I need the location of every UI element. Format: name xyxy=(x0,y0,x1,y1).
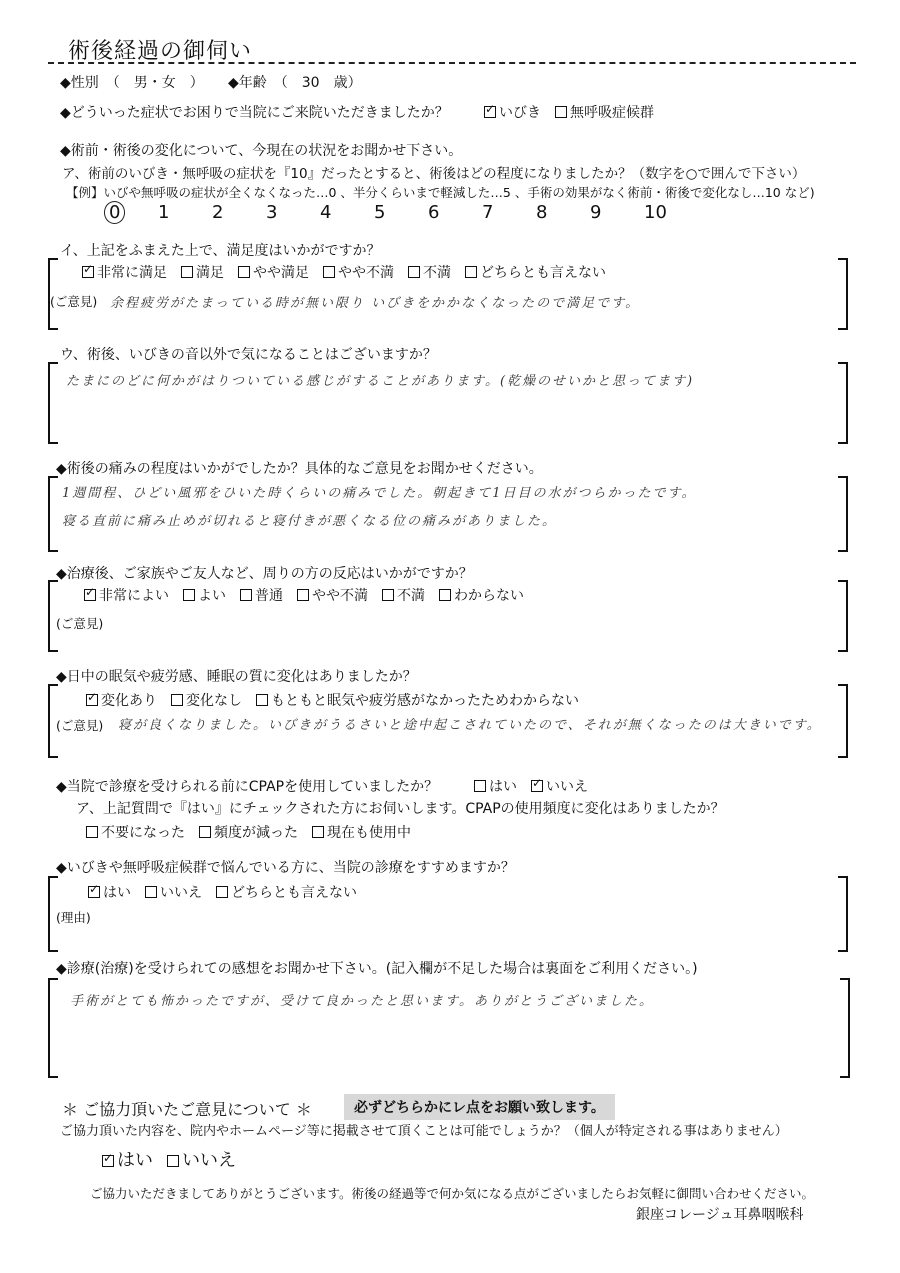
checkbox-label: わからない xyxy=(454,588,524,604)
scale-number[interactable]: 2 xyxy=(212,202,224,223)
checked-checkbox-icon[interactable] xyxy=(531,780,543,792)
q7-comment[interactable]: 寝が良くなりました。いびきがうるさいと途中起こされていたので、それが無くなったのは大きいです。 xyxy=(118,718,822,733)
age-field[interactable]: ◆年齢 （ 30 歳） xyxy=(228,75,362,91)
checkbox-option[interactable] xyxy=(86,690,157,710)
checkbox-icon[interactable] xyxy=(240,589,252,601)
q8-sub-options xyxy=(86,822,425,842)
bracket-right xyxy=(838,580,848,652)
checked-checkbox-icon[interactable] xyxy=(88,886,100,898)
checkbox-label: はい xyxy=(117,1150,153,1171)
q5-answer-line1[interactable]: 1週間程、ひどい風邪をひいた時くらいの痛みでした。朝起きて1日目の水がつらかったです。 xyxy=(62,486,697,501)
clinic-name: 銀座コレージュ耳鼻咽喉科 xyxy=(636,1207,804,1223)
checkbox-option[interactable] xyxy=(199,822,298,842)
checkbox-label: 無呼吸症候群 xyxy=(570,105,654,121)
bracket-right xyxy=(838,258,848,330)
scale-number[interactable]: 8 xyxy=(536,202,548,223)
checkbox-icon[interactable] xyxy=(86,826,98,838)
checkbox-option[interactable] xyxy=(183,585,226,605)
q7-options xyxy=(86,690,593,710)
q5-text: ◆術後の痛みの程度はいかがでしたか？具体的なご意見をお聞かせください。 xyxy=(56,461,543,477)
checkbox-option[interactable] xyxy=(312,822,411,842)
checkbox-label: はい xyxy=(103,885,131,901)
checkbox-option[interactable] xyxy=(171,690,242,710)
checkbox-option[interactable] xyxy=(238,262,309,282)
q3-options xyxy=(82,262,620,282)
checkbox-label: どちらとも言えない xyxy=(231,885,357,901)
bracket-right xyxy=(838,476,848,552)
checkbox-option[interactable] xyxy=(88,882,131,902)
title-divider xyxy=(48,62,856,64)
checkbox-option[interactable] xyxy=(531,776,588,796)
q8-options xyxy=(474,776,602,796)
scale-number[interactable]: 0 xyxy=(104,201,158,224)
checkbox-option[interactable] xyxy=(145,882,202,902)
checkbox-option[interactable] xyxy=(167,1146,236,1172)
q3-text: イ、上記をふまえた上で、満足度はいかがですか？ xyxy=(60,243,381,259)
checkbox-label: やや満足 xyxy=(253,265,309,281)
checkbox-label: 不要になった xyxy=(101,825,185,841)
bracket-left xyxy=(48,476,58,552)
checkbox-label: 普通 xyxy=(255,588,283,604)
bracket-right xyxy=(838,362,848,444)
q1-options xyxy=(484,102,668,122)
checkbox-icon[interactable] xyxy=(199,826,211,838)
checkbox-label: 変化あり xyxy=(101,693,157,709)
footer-notice: 必ずどちらかにレ点をお願い致します。 xyxy=(344,1094,615,1120)
q2-text: ◆術前・術後の変化について、今現在の状況をお聞かせ下さい。 xyxy=(60,143,463,159)
checkbox-option[interactable] xyxy=(474,776,517,796)
q4-answer[interactable]: たまにのどに何かがはりついている感じがすることがあります。(乾燥のせいかと思ってます) xyxy=(66,374,695,389)
checkbox-option[interactable] xyxy=(484,102,541,122)
scale-number[interactable]: 9 xyxy=(590,202,602,223)
checkbox-option[interactable] xyxy=(216,882,357,902)
bracket-left xyxy=(48,362,58,444)
q10-answer[interactable]: 手術がとても怖かったですが、受けて良かったと思います。ありがとうございました。 xyxy=(70,994,654,1009)
checkbox-icon[interactable] xyxy=(555,106,567,118)
checkbox-icon[interactable] xyxy=(408,266,420,278)
q6-options xyxy=(84,585,538,605)
checked-checkbox-icon[interactable] xyxy=(86,694,98,706)
q3-comment[interactable]: 余程疲労がたまっている時が無い限り いびきをかかなくなったので満足です。 xyxy=(110,296,641,311)
checkbox-icon[interactable] xyxy=(171,694,183,706)
q10-text: ◆診療(治療)を受けられての感想をお聞かせ下さい。(記入欄が不足した場合は裏面をご利用ください。) xyxy=(56,961,698,977)
q4-text: ウ、術後、いびきの音以外で気になることはございますか？ xyxy=(60,347,437,363)
q9-text: ◆いびきや無呼吸症候群で悩んでいる方に、当院の診療をすすめますか？ xyxy=(56,860,515,876)
checkbox-label: 変化なし xyxy=(186,693,242,709)
checkbox-icon[interactable] xyxy=(297,589,309,601)
bracket-right xyxy=(840,978,850,1078)
checkbox-option[interactable] xyxy=(102,1146,153,1172)
checkbox-icon[interactable] xyxy=(238,266,250,278)
checkbox-label: いいえ xyxy=(182,1150,236,1171)
q8-sub-a: ア、上記質問で『はい』にチェックされた方にお伺いします。CPAPの使用頻度に変化はありましたか？ xyxy=(76,801,725,817)
checkbox-label: 頻度が減った xyxy=(214,825,298,841)
checkbox-icon[interactable] xyxy=(183,589,195,601)
checkbox-option[interactable] xyxy=(382,585,425,605)
scale-number[interactable]: 10 xyxy=(644,202,667,223)
footer-heading: ＊ ご協力頂いたご意見について ＊ xyxy=(62,1100,312,1119)
scale-number[interactable]: 6 xyxy=(428,202,440,223)
checkbox-icon[interactable] xyxy=(439,589,451,601)
bracket-left xyxy=(48,978,58,1078)
checkbox-icon[interactable] xyxy=(181,266,193,278)
checkbox-icon[interactable] xyxy=(145,886,157,898)
q6-text: ◆治療後、ご家族やご友人など、周りの方の反応はいかがですか？ xyxy=(56,566,473,582)
checkbox-label: いいえ xyxy=(160,885,202,901)
page-title: 術後経過の御伺い xyxy=(68,39,253,64)
checkbox-label: やや不満 xyxy=(338,265,394,281)
q2-sub-a: ア、術前のいびき・無呼吸の症状を『10』だったとすると、術後はどの程度になりましたか？（数字を○で囲んで下さい） xyxy=(62,166,806,182)
q8-text: ◆当院で診療を受けられる前にCPAPを使用していましたか？ xyxy=(56,779,439,795)
checkbox-option[interactable] xyxy=(181,262,224,282)
checkbox-option[interactable] xyxy=(86,822,185,842)
checked-checkbox-icon[interactable] xyxy=(84,589,96,601)
checkbox-label: はい xyxy=(489,779,517,795)
q9-options xyxy=(88,882,371,902)
bracket-right xyxy=(838,684,848,758)
checkbox-option[interactable] xyxy=(323,262,394,282)
scale-number[interactable]: 4 xyxy=(320,202,332,223)
checkbox-icon[interactable] xyxy=(216,886,228,898)
q2-scale[interactable] xyxy=(104,201,698,224)
checked-checkbox-icon[interactable] xyxy=(82,266,94,278)
checkbox-label: よい xyxy=(198,588,226,604)
checkbox-label: 現在も使用中 xyxy=(327,825,411,841)
bracket-right xyxy=(838,876,848,952)
checkbox-icon[interactable] xyxy=(256,694,268,706)
checkbox-label: やや不満 xyxy=(312,588,368,604)
footer-thanks: ご協力いただきましてありがとうございます。術後の経過等で何か気になる点がございましたらお気軽に御問い合わせください。 xyxy=(90,1186,815,1201)
checkbox-option[interactable] xyxy=(297,585,368,605)
q9-reason-label: (理由) xyxy=(56,910,91,925)
checkbox-option[interactable] xyxy=(240,585,283,605)
checkbox-icon[interactable] xyxy=(312,826,324,838)
checkbox-label: いびき xyxy=(499,105,541,121)
checkbox-label: 不満 xyxy=(423,265,451,281)
checkbox-option[interactable] xyxy=(256,690,579,710)
gender-field[interactable]: ◆性別 （ 男・女 ） xyxy=(60,75,204,91)
checkbox-label: いいえ xyxy=(546,779,588,795)
checkbox-option[interactable] xyxy=(82,262,167,282)
q3-comment-label: (ご意見) xyxy=(50,294,98,309)
checked-checkbox-icon[interactable] xyxy=(484,106,496,118)
footer-options xyxy=(102,1146,250,1172)
checkbox-label: 満足 xyxy=(196,265,224,281)
checkbox-option[interactable] xyxy=(555,102,654,122)
q1-text: ◆どういった症状でお困りで当院にご来院いただきましたか？ xyxy=(60,105,449,121)
checkbox-option[interactable] xyxy=(84,585,169,605)
q5-answer-line2[interactable]: 寝る直前に痛み止めが切れると寝付きが悪くなる位の痛みがありました。 xyxy=(62,514,558,529)
checkbox-label: 不満 xyxy=(397,588,425,604)
checkbox-icon[interactable] xyxy=(167,1155,179,1167)
checkbox-label: もともと眠気や疲労感がなかったためわからない xyxy=(271,693,579,709)
checkbox-option[interactable] xyxy=(439,585,524,605)
checkbox-label: 非常に満足 xyxy=(97,265,167,281)
checkbox-option[interactable] xyxy=(465,262,606,282)
q7-comment-label: (ご意見) xyxy=(56,718,104,733)
scale-number[interactable]: 1 xyxy=(158,202,170,223)
checkbox-label: どちらとも言えない xyxy=(480,265,606,281)
checked-checkbox-icon[interactable] xyxy=(102,1155,114,1167)
scale-number[interactable]: 5 xyxy=(374,202,386,223)
q6-comment-label: (ご意見) xyxy=(56,616,104,631)
scale-number[interactable]: 3 xyxy=(266,202,278,223)
q7-text: ◆日中の眠気や疲労感、睡眠の質に変化はありましたか？ xyxy=(56,669,417,685)
checkbox-icon[interactable] xyxy=(323,266,335,278)
footer-question: ご協力頂いた内容を、院内やホームページ等に掲載させて頂くことは可能でしょうか？（個人が特定される事はありません） xyxy=(60,1124,788,1139)
checkbox-icon[interactable] xyxy=(382,589,394,601)
checkbox-option[interactable] xyxy=(408,262,451,282)
checkbox-icon[interactable] xyxy=(474,780,486,792)
q2-example: 【例】いびや無呼吸の症状が全くなくなった…0 、半分くらいまで軽減した…5 、手術の効果がなく術前・術後で変化なし…10 など) xyxy=(66,185,815,200)
checkbox-icon[interactable] xyxy=(465,266,477,278)
scale-number[interactable]: 7 xyxy=(482,202,494,223)
checkbox-label: 非常によい xyxy=(99,588,169,604)
